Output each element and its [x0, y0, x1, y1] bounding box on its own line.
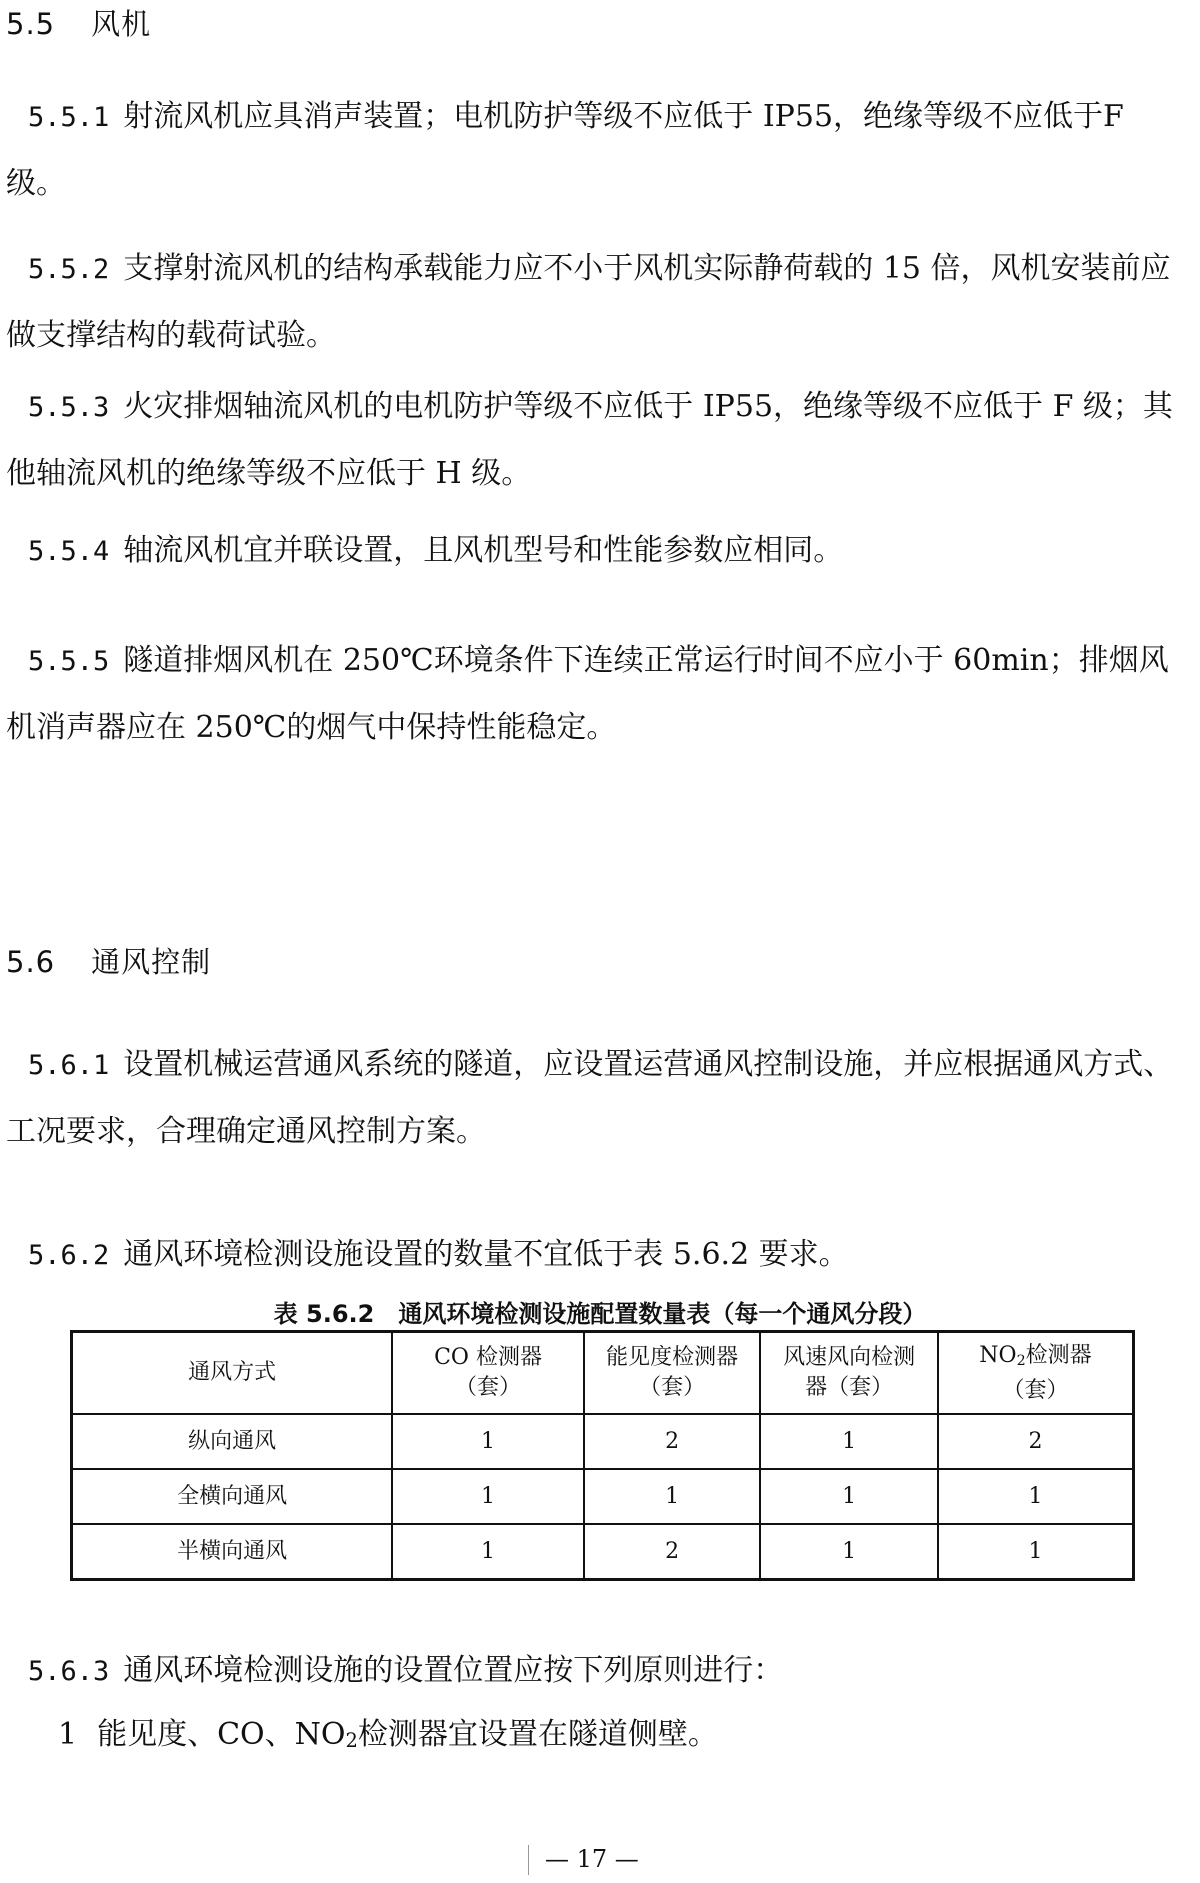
clause-5-5-1: [6, 84, 1191, 217]
table-row: [72, 1469, 1134, 1524]
list-item-1: [6, 1702, 1191, 1774]
cell-no2: 1: [938, 1524, 1134, 1580]
cell-no2: 2: [938, 1414, 1134, 1469]
table-caption: 表 5.6.2 通风环境检测设施配置数量表（每一个通风分段）: [273, 1300, 927, 1328]
cell-co: 1: [392, 1524, 584, 1580]
header-visibility: 能见度检测器 （套）: [584, 1332, 761, 1415]
clause-5-5-3: [6, 374, 1191, 507]
clause-number: 5.6.3: [28, 1656, 110, 1687]
clause-5-6-1: [6, 1032, 1191, 1165]
cell-visibility: 2: [584, 1524, 761, 1580]
cell-wind: 1: [760, 1524, 938, 1580]
cell-co: 1: [392, 1469, 584, 1524]
section-number: 5.5: [6, 7, 56, 41]
list-item-subscript: 2: [345, 1729, 358, 1752]
section-number: 5.6: [6, 945, 56, 979]
page-number: — 17 —: [545, 1845, 639, 1873]
table-row: [72, 1524, 1134, 1580]
section-title: 通风控制: [91, 945, 212, 979]
cell-visibility: 2: [584, 1414, 761, 1469]
cell-mode: 全横向通风: [72, 1469, 393, 1524]
clause-text: 支撑射流风机的结构承载能力应不小于风机实际静荷载的 15 倍，风机安装前应做支撑结构的载荷试验。: [6, 251, 1171, 353]
clause-number: 5.6.1: [28, 1050, 110, 1081]
table-header-row: [72, 1332, 1134, 1415]
footer-divider: [528, 1845, 529, 1875]
cell-mode: 纵向通风: [72, 1414, 393, 1469]
cell-wind: 1: [760, 1469, 938, 1524]
clause-5-5-4: [6, 518, 1191, 585]
cell-co: 1: [392, 1414, 584, 1469]
cell-wind: 1: [760, 1414, 938, 1469]
clause-text: 通风环境检测设施设置的数量不宜低于表 5.6.2 要求。: [123, 1237, 849, 1272]
clause-number: 5.5.2: [28, 254, 110, 285]
clause-number: 5.5.4: [28, 536, 110, 567]
clause-text: 火灾排烟轴流风机的电机防护等级不应低于 IP55，绝缘等级不应低于 F 级；其他轴流风机的绝缘等级不应低于 H 级。: [6, 389, 1173, 491]
header-co: CO 检测器 （套）: [392, 1332, 584, 1415]
clause-5-6-3: [6, 1638, 1191, 1705]
list-item-number: 1: [58, 1717, 78, 1752]
clause-number: 5.6.2: [28, 1240, 110, 1271]
clause-number: 5.5.3: [28, 392, 110, 423]
clause-text: 轴流风机宜并联设置，且风机型号和性能参数应相同。: [123, 533, 844, 568]
header-wind: 风速风向检测 器（套）: [760, 1332, 938, 1415]
list-item-text-post: 检测器宜设置在隧道侧壁。: [357, 1717, 718, 1752]
cell-no2: 1: [938, 1469, 1134, 1524]
clause-number: 5.5.5: [28, 646, 110, 677]
section-heading-5-5: [6, 2, 151, 43]
table-row: [72, 1414, 1134, 1469]
detector-config-table: [70, 1330, 1135, 1581]
clause-text: 射流风机应具消声装置；电机防护等级不应低于 IP55，绝缘等级不应低于F 级。: [6, 99, 1124, 201]
clause-5-6-2: [6, 1222, 1191, 1289]
cell-mode: 半横向通风: [72, 1524, 393, 1580]
section-title: 风机: [91, 7, 152, 41]
clause-5-5-5: [6, 628, 1191, 761]
cell-visibility: 1: [584, 1469, 761, 1524]
clause-text: 设置机械运营通风系统的隧道，应设置运营通风控制设施，并应根据通风方式、工况要求，合理确定通风控制方案。: [6, 1047, 1174, 1149]
clause-text: 隧道排烟风机在 250℃环境条件下连续正常运行时间不应小于 60min；排烟风机消声器应在 250℃的烟气中保持性能稳定。: [6, 643, 1169, 745]
section-heading-5-6: [6, 940, 211, 981]
clause-text: 通风环境检测设施的设置位置应按下列原则进行：: [123, 1653, 784, 1688]
clause-number: 5.5.1: [28, 102, 110, 133]
clause-5-5-2: [6, 236, 1191, 369]
header-no2: $NO_2$检测器 （套）: [938, 1332, 1134, 1415]
header-mode: 通风方式: [72, 1332, 393, 1415]
list-item-text-pre: 能见度、CO、NO: [97, 1717, 346, 1752]
